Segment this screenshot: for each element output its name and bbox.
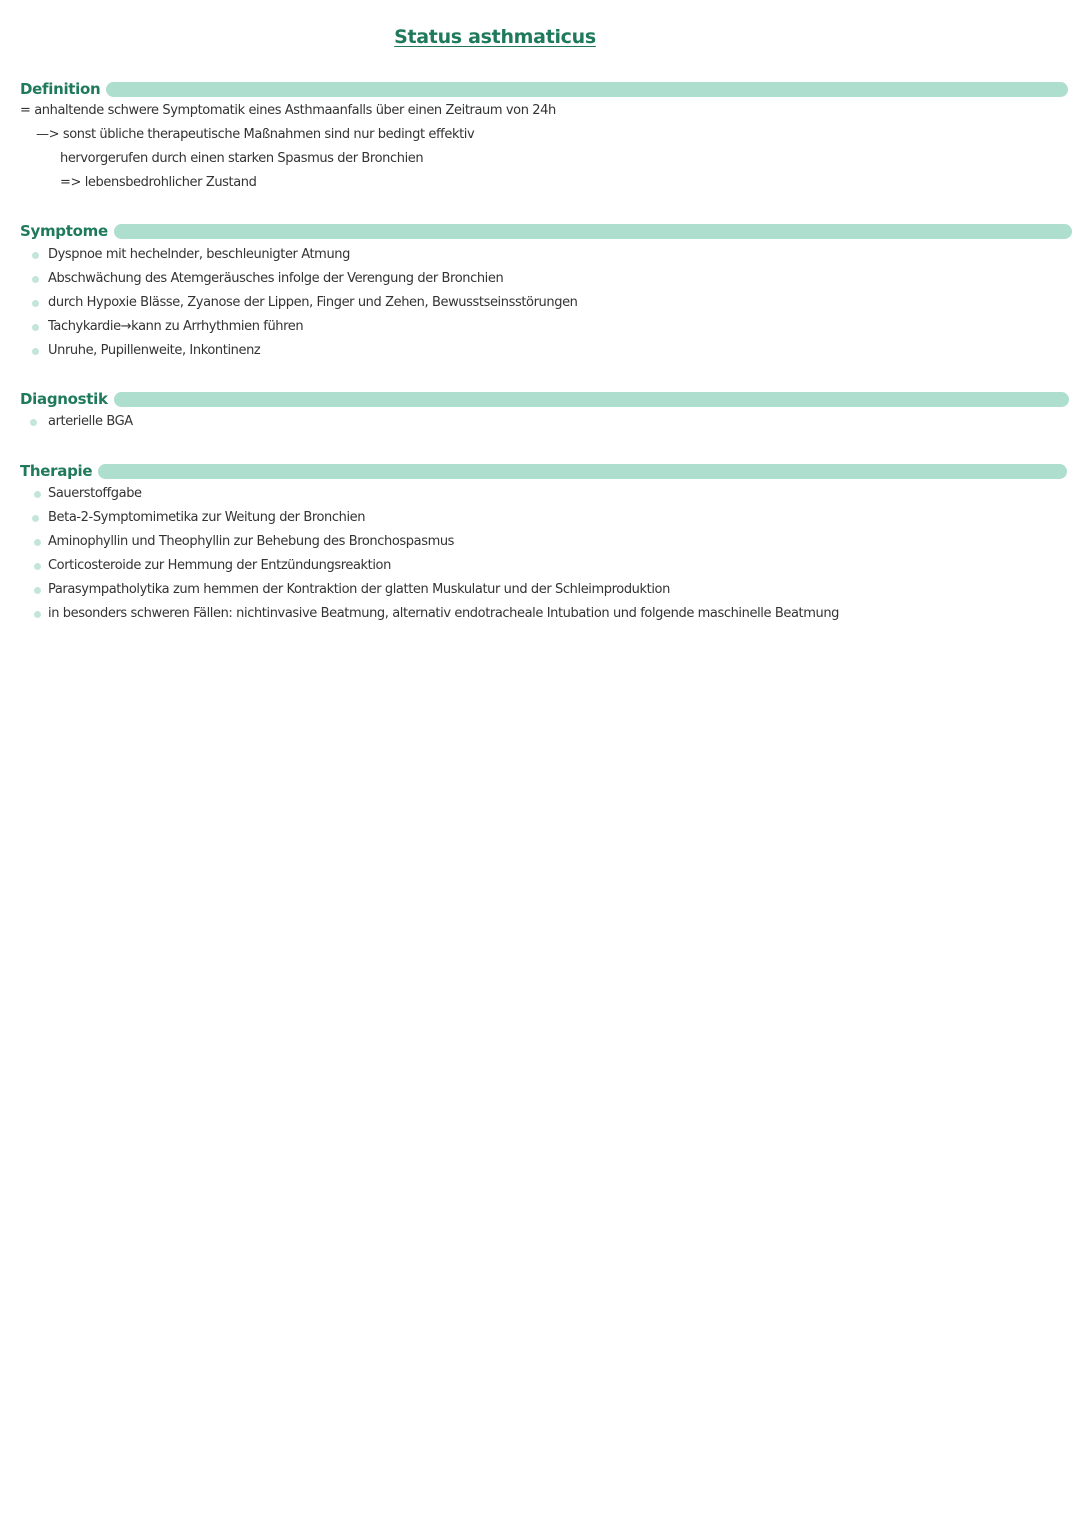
definition-line: hervorgerufen durch einen starken Spasmus der Bronchien <box>60 151 424 166</box>
therapie-item: Sauerstoffgabe <box>48 486 142 501</box>
diagnostik-heading-label: Diagnostik <box>20 390 108 408</box>
list-bullet <box>32 515 39 522</box>
symptome-item: Dyspnoe mit hechelnder, beschleunigter Atmung <box>48 247 350 262</box>
diagnostik-heading <box>20 388 1069 410</box>
therapie-item: Parasympatholytika zum hemmen der Kontraktion der glatten Muskulatur und der Schleimproduktion <box>48 582 670 597</box>
list-bullet <box>34 611 41 618</box>
list-bullet <box>34 539 41 546</box>
list-bullet <box>32 300 39 307</box>
list-bullet <box>34 563 41 570</box>
definition-heading-label: Definition <box>20 80 101 98</box>
list-bullet <box>32 252 39 259</box>
definition-line: = anhaltende schwere Symptomatik eines Asthmaanfalls über einen Zeitraum von 24h <box>20 103 556 118</box>
symptome-item: Tachykardie→kann zu Arrhythmien führen <box>48 319 304 334</box>
therapie-item: in besonders schweren Fällen: nichtinvasive Beatmung, alternativ endotracheale Intubation und folgende maschinelle Beatmung <box>48 606 840 621</box>
list-bullet <box>30 419 37 426</box>
therapie-heading-bar <box>98 464 1067 479</box>
page-title: Status asthmaticus <box>394 26 596 48</box>
list-bullet <box>32 348 39 355</box>
diagnostik-heading-bar <box>114 392 1069 407</box>
definition-heading <box>20 78 1068 100</box>
diagnostik-item: arterielle BGA <box>48 414 133 429</box>
list-bullet <box>32 276 39 283</box>
symptome-heading-bar <box>114 224 1072 239</box>
symptome-item: Unruhe, Pupillenweite, Inkontinenz <box>48 343 261 358</box>
definition-line: —> sonst übliche therapeutische Maßnahmen sind nur bedingt effektiv <box>36 127 475 142</box>
list-bullet <box>34 587 41 594</box>
symptome-item: durch Hypoxie Blässe, Zyanose der Lippen, Finger und Zehen, Bewusstseinsstörungen <box>48 295 578 310</box>
definition-heading-bar <box>106 82 1068 97</box>
symptome-item: Abschwächung des Atemgeräusches infolge der Verengung der Bronchien <box>48 271 504 286</box>
list-bullet <box>32 324 39 331</box>
therapie-item: Beta-2-Symptomimetika zur Weitung der Bronchien <box>48 510 366 525</box>
therapie-heading-label: Therapie <box>20 462 93 480</box>
therapie-heading <box>20 460 1067 482</box>
therapie-item: Corticosteroide zur Hemmung der Entzündungsreaktion <box>48 558 391 573</box>
therapie-item: Aminophyllin und Theophyllin zur Behebung des Bronchospasmus <box>48 534 455 549</box>
symptome-heading <box>20 220 1072 242</box>
definition-line: => lebensbedrohlicher Zustand <box>60 175 257 190</box>
list-bullet <box>34 491 41 498</box>
symptome-heading-label: Symptome <box>20 222 108 240</box>
